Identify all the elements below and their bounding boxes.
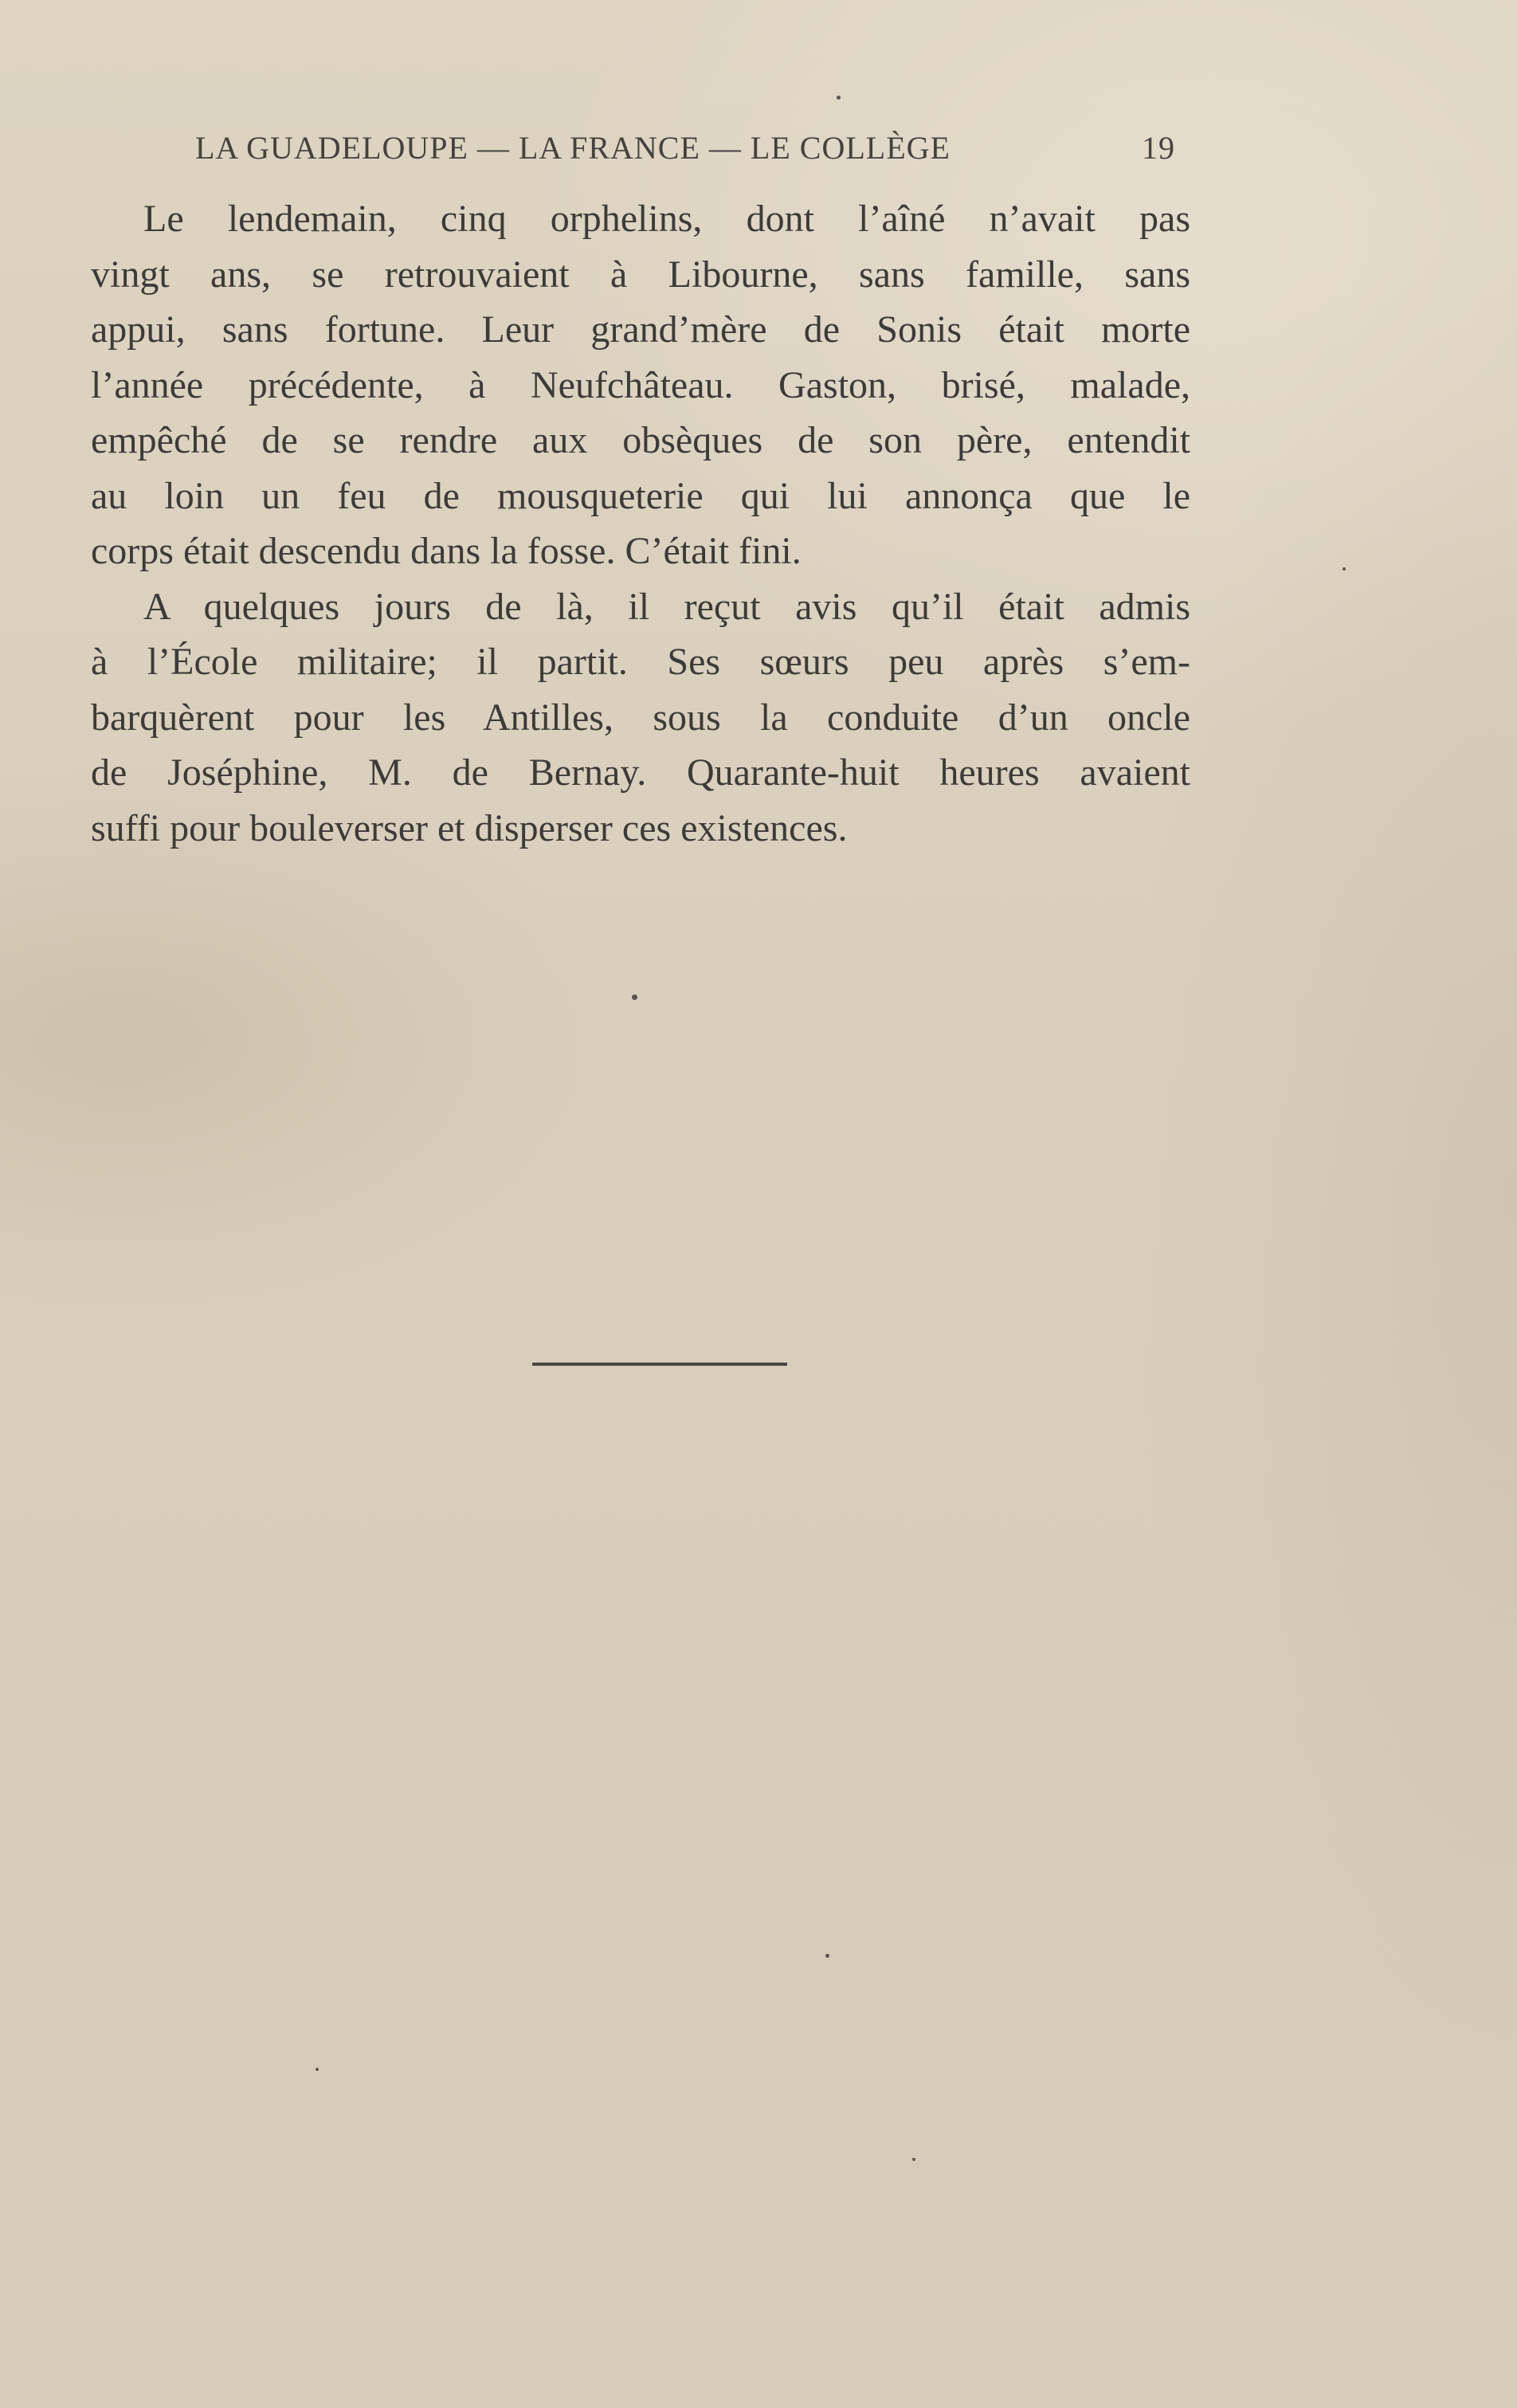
paper-speck <box>1343 567 1346 571</box>
page-number: 19 <box>1142 130 1175 166</box>
text-line: suffi pour bouleverser et disperser ces existences. <box>91 806 848 849</box>
body-text <box>91 191 1190 856</box>
text-line: vingt ans, se retrouvaient à Libourne, sans famille, sans <box>91 253 1190 296</box>
paper-speck <box>632 994 637 1000</box>
running-head <box>195 129 1175 167</box>
text-line: corps était descendu dans la fosse. C’était fini. <box>91 530 802 572</box>
text-line: l’année précédente, à Neufchâteau. Gaston, brisé, malade, <box>91 363 1190 406</box>
text-line: Le lendemain, cinq orphelins, dont l’aîné n’avait pas <box>143 198 1190 240</box>
running-head-title: LA GUADELOUPE — LA FRANCE — LE COLLÈGE <box>195 130 951 166</box>
text-line: A quelques jours de là, il reçut avis qu’il était admis <box>143 585 1190 628</box>
paper-speck <box>316 2068 319 2071</box>
text-line: au loin un feu de mousqueterie qui lui annonça que le <box>91 474 1190 517</box>
text-line: de Joséphine, M. de Bernay. Quarante-huit heures avaient <box>91 751 1190 794</box>
text-line: empêché de se rendre aux obsèques de son père, entendit <box>91 419 1190 461</box>
paper-speck <box>825 1954 829 1958</box>
text-line: à l’École militaire; il partit. Ses sœurs peu après s’em- <box>91 641 1190 683</box>
text-line: appui, sans fortune. Leur grand’mère de Sonis était morte <box>91 308 1190 351</box>
section-end-rule <box>532 1363 787 1366</box>
paper-speck <box>912 2158 915 2161</box>
text-line: barquèrent pour les Antilles, sous la conduite d’un oncle <box>91 696 1190 739</box>
paper-speck <box>837 96 841 100</box>
